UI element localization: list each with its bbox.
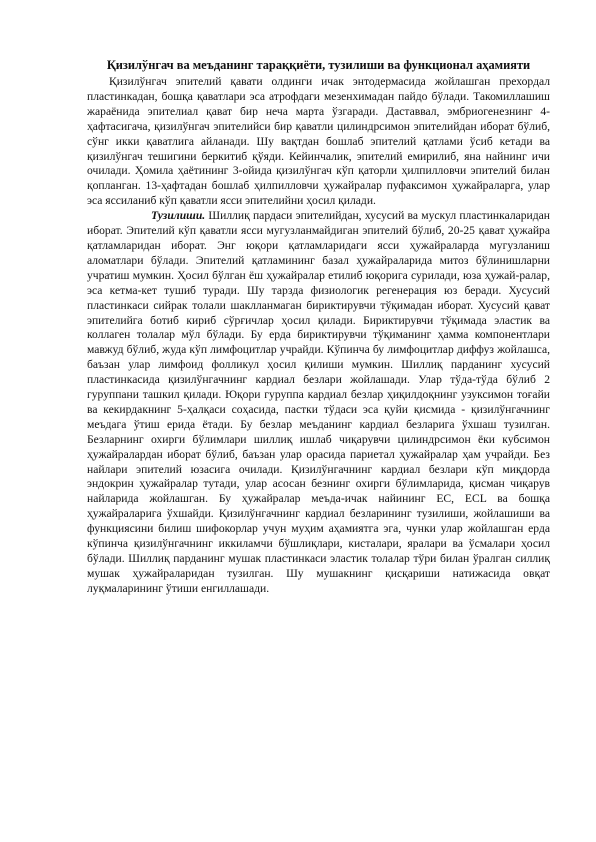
paragraph-development-text: Қизилўнгач эпителий қавати олдинги ичак энтодермасида жойлашган прехордал пластинкадан, бошқа қаватлари эса атрофдаги мезенхимадан пайдо бўлади. Такомиллашиш жараёнида эпителиал қават бир неча марта ўзгаради. Даставвал, эмбриогенезнинг 4-ҳафтасигача, қизилўнгач эпителийси бир қаватли цилиндрсимон эпителийдан иборат бўлиб, сўнг икки қаватлига айланади. Шу вақтдан бошлаб эпителий қатлами ўсиб кетади ва қизилўнгач тешигини беркитиб қўяди. Кейинчалик, эпителий емирилиб, яна найнинг ичи очилади. Ҳомила ҳаётининг 3-ойида қизилўнгач кўп қаторли ҳилпилловчи эпителий билан қопланган. 13-ҳафтадан бошлаб ҳилпилловчи ҳужайралар пуфаксимон ҳужайраларга, улар эса яссиланиб кўп қаватли ясси эпителийни ҳосил қилади. [87, 75, 550, 208]
section-heading-structure: Тузилиши. [151, 209, 206, 223]
paragraph-development [87, 75, 550, 209]
document-title: Қизилўнгач ва меъданинг тараққиёти, тузилиши ва функционал аҳамияти [106, 58, 531, 72]
paragraph-structure-text: Шиллиқ пардаси эпителийдан, хусусий ва мускул пластинкаларидан иборат. Эпителий кўп қаватли ясси мугузланмайдиган эпителий бўлиб, 20-25 қават ҳужайра қатламларидан иборат. Энг юқори қатламларидаги ясси ҳужайраларда мугузланиш аломатлари бўлади. Эпителий қатламининг базал ҳужайраларида митоз бўлинишларни учратиш мумкин. Ҳосил бўлган ёш ҳужайралар етилиб юқорига сурилади, юза ҳужай-ралар, эса кетма-кет тушиб туради. Шу тарзда физиологик регенерация юз беради. Хусусий пластинкаси сийрак толали шаклланмаган бириктирувчи тўқимадан иборат. Хусусий қават эпителийга ботиб кириб сўрғичлар ҳосил қилади. Бириктирувчи тўқимада эластик ва коллаген толалар мўл бўлади. Бу ерда бириктирувчи тўқиманинг ҳамма компонентлари мавжуд бўлиб, жуда кўп лимфоцитлар учрайди. Кўпинча бу лимфоцитлар диффуз жойлашса, баъзан улар лимфоид фолликул ҳосил қилиши мумкин. Шиллиқ парданинг хусусий пластинкасида қизилўнгачнинг кардиал безлари жойлашади. Улар тўда-тўда бўлиб 2 гуруппани ташкил қилади. Юқори гуруппа кардиал безлар ҳиқилдоқнинг узуксимон тоғайи ва кекирдакнинг 5-ҳалқаси соҳасида, пастки тўдаси эса қуйи қисмида - қизилўнгачнинг меъдага ўтиш ерида ётади. Бу безлар меъданинг кардиал безларига ўхшаш тузилган. Безларнинг охирги бўлимлари шиллиқ ишлаб чиқарувчи цилиндрсимон ёки кубсимон ҳужайралардан иборат бўлиб, баъзан улар орасида париетал ҳужайралар ҳам учрайди. Без найлари эпителий юзасига очилади. Қизилўнгачнинг кардиал безлари кўп миқдорда эндокрин ҳужайралар тутади, улар асосан безнинг охирги бўлимларида, қисман чиқарув найларида жойлашган. Бу ҳужайралар меъда-ичак найининг ЕС, ЕСL ва бошқа ҳужайраларига ўхшайди. Қизилўнгачнинг кардиал безларининг тузилиши, жойлашиши ва функциясини билиш шифокорлар учун муҳим аҳамиятга эга, чунки улар жойлашган ерда кўпинча қизилўнгачнинг иккиламчи бўшлиқлари, кисталари, яралари ва ўсмалари ҳосил бўлади. Шиллиқ парданинг мушак пластинкаси эластик толалар тўри билан ўралган силлиқ мушак ҳужайраларидан тузилган. Шу мушакнинг қисқариши натижасида овқат луқмаларининг ўтиши енгиллашади. [87, 209, 550, 595]
paragraph-structure [87, 209, 550, 597]
